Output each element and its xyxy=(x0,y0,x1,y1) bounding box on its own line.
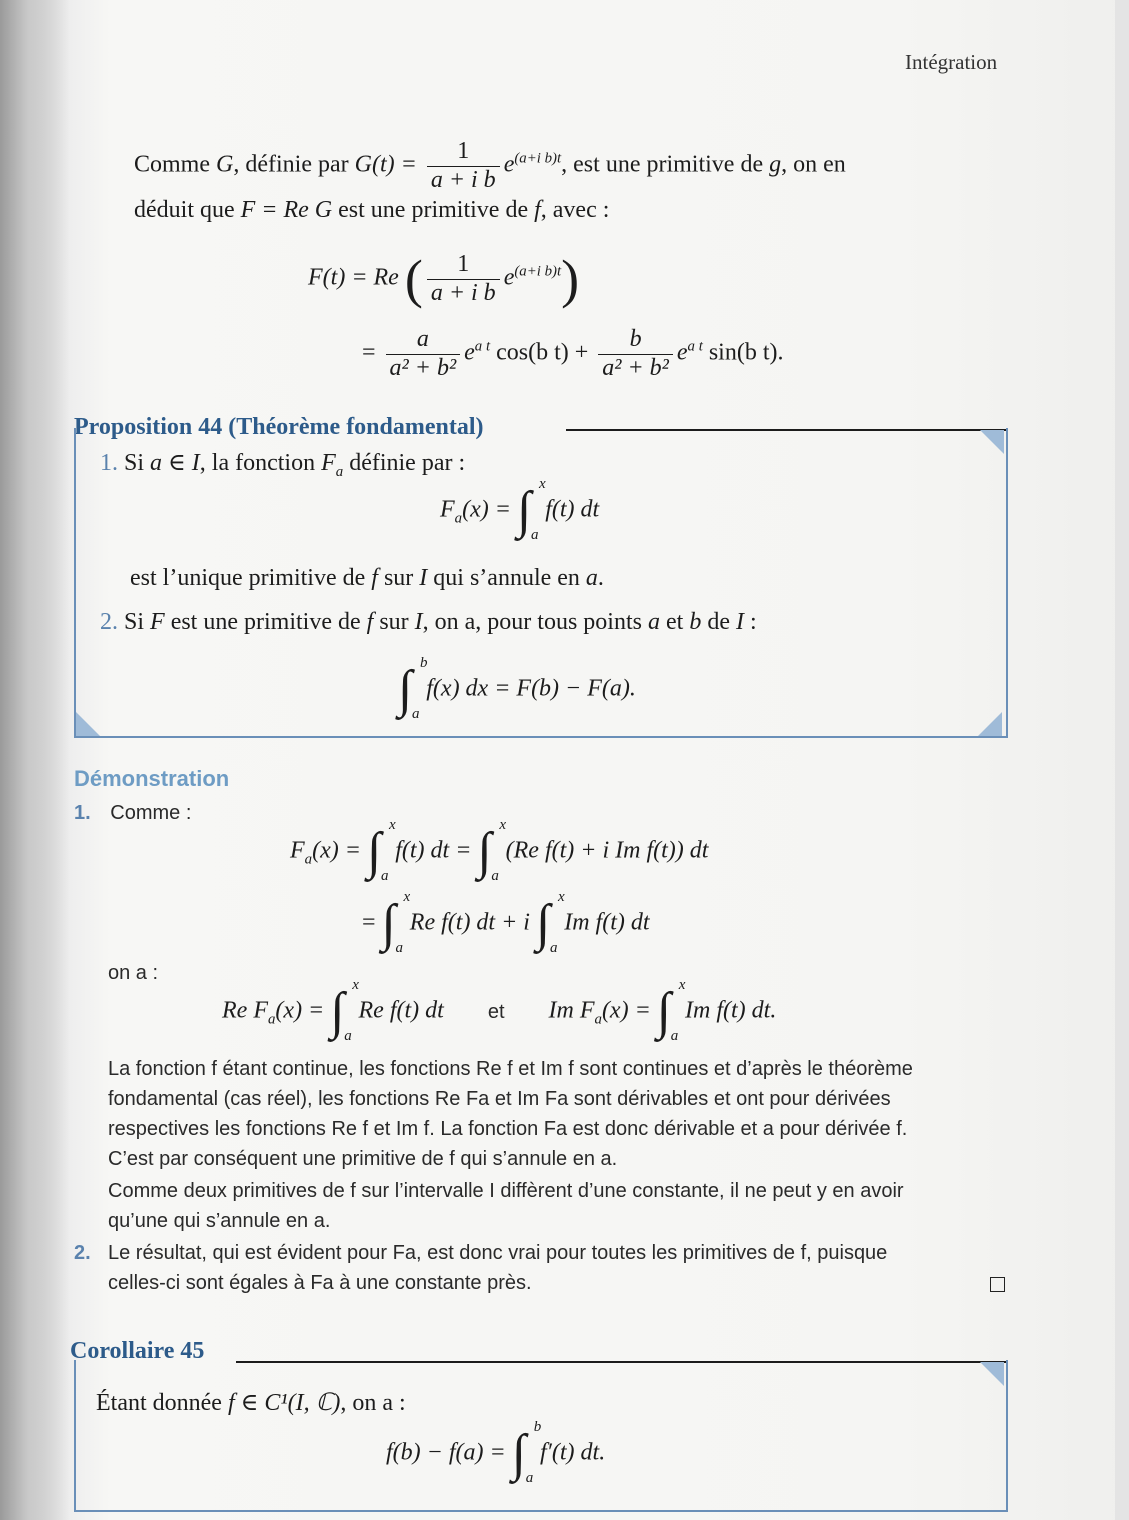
integral-sign: ∫ x a xyxy=(516,476,546,543)
demo-item-2-number xyxy=(74,1242,91,1265)
prop-text: . xyxy=(597,565,604,591)
integrand: Im f(t) dt xyxy=(564,909,650,936)
frac-num: b xyxy=(598,326,673,355)
math-a: a xyxy=(585,565,598,591)
running-head: Intégration xyxy=(905,50,998,74)
demonstration-title: Démonstration xyxy=(74,766,230,791)
int-upper: x xyxy=(499,817,507,833)
frac-den: a² + b² xyxy=(389,354,457,381)
item-number: 2. xyxy=(100,609,118,635)
math-G: G xyxy=(216,151,234,178)
demo-item-2-line: Le résultat, qui est évident pour Fa, est donc vrai pour toutes les primitives de f, puisque xyxy=(108,1242,888,1264)
math: a ∈ I xyxy=(150,450,200,476)
demo-item-2-line: celles-ci sont égales à Fa à une constante près. xyxy=(108,1272,532,1294)
demo-para-line: La fonction f étant continue, les fonctions Re f et Im f sont continues et d’après le théorème xyxy=(108,1058,913,1080)
intro-text: , on en xyxy=(781,151,846,178)
left-paren: ( xyxy=(404,249,423,309)
int-lower: a xyxy=(549,940,558,956)
corollary-text-part: , on a : xyxy=(340,1390,406,1416)
int-upper: b xyxy=(533,1419,542,1435)
intro-line-1 xyxy=(134,138,846,194)
frac-den: a + i b xyxy=(430,279,496,306)
subscript: a xyxy=(267,1011,276,1028)
integrand: (Re f(t) + i Im f(t)) dt xyxy=(505,837,709,864)
prop-equation-Fa xyxy=(440,476,600,543)
frac-den: a² + b² xyxy=(602,354,669,381)
integrand: f(t) dt = xyxy=(395,837,472,864)
demo-text: Comme : xyxy=(110,802,192,824)
exp-base: e xyxy=(503,264,515,291)
demo-para-line: Comme deux primitives de f sur l’intervalle I diffèrent d’une constante, il ne peut y en avoir xyxy=(108,1180,904,1202)
math-F-eq: F = Re G xyxy=(240,197,333,223)
equals: = xyxy=(362,339,376,366)
prop-item-1-cont: est l’unique primitive de f sur I qui s’annule en a. xyxy=(130,565,604,591)
integral-sign: ∫ x a xyxy=(330,977,359,1044)
intro-text: déduit que xyxy=(134,197,241,223)
prop-text: : xyxy=(743,609,757,635)
subscript: a xyxy=(304,851,313,868)
book-spine-shadow xyxy=(0,0,70,1520)
frame-corner-top xyxy=(980,430,1004,454)
on-a-label: on a : xyxy=(108,962,159,984)
eq-term: cos(b t) + xyxy=(496,339,589,366)
int-lower: a xyxy=(344,1028,352,1044)
int-upper: b xyxy=(420,655,428,671)
conjunction-et: et xyxy=(487,1000,505,1023)
eq-term: sin(b t). xyxy=(708,339,784,366)
prop-text: sur xyxy=(373,609,415,635)
math-f: f xyxy=(366,609,374,635)
intro-text: Comme xyxy=(134,151,216,178)
integrand: Re f(t) dt xyxy=(358,997,444,1024)
frac-num: a xyxy=(386,326,461,355)
prop-item-1 xyxy=(100,448,465,481)
int-upper: x xyxy=(403,889,411,905)
prop-item-2: 2. Si F est une primitive de f sur I, on a, pour tous points a et b de I : xyxy=(100,609,757,635)
prop-text: , on a, pour tous points xyxy=(422,609,648,635)
math-f: f xyxy=(534,197,541,223)
int-upper: x xyxy=(678,977,686,993)
demo-para-line: qu’une qui s’annule en a. xyxy=(108,1210,331,1232)
demo-para-line: respectives les fonctions Re f et Im f. La fonction Fa est donc dérivable et a pour dérivée f. xyxy=(108,1118,908,1140)
math-a: a xyxy=(647,609,660,635)
math: (x) = xyxy=(312,837,361,864)
integral-sign: ∫ b a xyxy=(511,1419,542,1486)
math-F: F xyxy=(321,450,336,476)
page-edge xyxy=(1115,0,1129,1520)
intro-text: , avec : xyxy=(540,197,610,223)
int-lower: a xyxy=(525,1470,534,1486)
integral-sign: ∫ x a xyxy=(381,889,411,956)
math-F: F xyxy=(290,837,305,864)
math: Im F xyxy=(548,997,595,1024)
math: (x) = xyxy=(601,997,651,1024)
integrand: f(x) dx = F(b) − F(a). xyxy=(426,675,636,702)
eq-lhs: F(t) = Re xyxy=(308,264,399,291)
integrand: Im f(t) dt. xyxy=(685,997,777,1024)
int-lower: a xyxy=(412,706,420,722)
int-upper: x xyxy=(538,476,546,492)
math-b: b xyxy=(689,609,702,635)
integral-sign: ∫ x a xyxy=(535,889,565,956)
integrand: f(t) dt xyxy=(545,496,600,523)
int-lower: a xyxy=(670,1028,679,1044)
int-upper: x xyxy=(388,817,396,833)
frac-num: 1 xyxy=(427,251,500,280)
qed-square-icon xyxy=(990,1277,1005,1297)
int-lower: a xyxy=(395,940,404,956)
int-upper: x xyxy=(557,889,565,905)
subscript: a xyxy=(335,463,344,480)
math-Gt: G(t) = xyxy=(354,151,423,178)
math: (x) = xyxy=(275,997,325,1024)
demo-item-1 xyxy=(74,802,191,825)
fraction xyxy=(598,326,673,382)
math-F: F xyxy=(440,496,455,523)
frac-num: 1 xyxy=(427,138,500,167)
prop-text: et xyxy=(659,609,690,635)
integrand: Re f(t) dt + i xyxy=(409,909,530,936)
exp-base: e xyxy=(464,339,475,366)
frame-corner-bottom-left xyxy=(76,712,100,736)
intro-text: , définie par xyxy=(233,151,355,178)
prop-text: Si xyxy=(124,450,151,476)
prop-text: Si xyxy=(124,609,151,635)
integrand: f′(t) dt. xyxy=(539,1439,606,1466)
corollary-equation xyxy=(386,1419,606,1486)
integral-sign: ∫ x a xyxy=(477,817,507,884)
equation-F-line1 xyxy=(308,248,579,310)
prop-text: qui s’annule en xyxy=(427,565,586,591)
prop-text: de xyxy=(701,609,736,635)
fraction xyxy=(386,326,461,382)
subscript: a xyxy=(594,1011,602,1028)
fraction xyxy=(427,251,500,307)
demo-equation-A xyxy=(290,817,709,884)
int-lower: a xyxy=(380,868,389,884)
integral-sign: ∫ x a xyxy=(366,817,396,884)
exp-base: e xyxy=(676,339,688,366)
int-upper: x xyxy=(352,977,359,993)
item-number: 1. xyxy=(74,802,91,824)
math-g: g xyxy=(769,151,782,178)
equation-F-line2 xyxy=(362,326,784,382)
item-number: 1. xyxy=(100,450,118,476)
prop-text: définie par : xyxy=(343,450,466,476)
intro-line-2 xyxy=(134,197,609,224)
frame-corner-bottom-right xyxy=(978,712,1002,736)
exponent: a t xyxy=(687,338,703,355)
math: Re F xyxy=(222,997,268,1024)
math-F: F xyxy=(150,609,165,635)
subscript: a xyxy=(454,510,463,527)
integral-sign: ∫ b a xyxy=(398,655,428,722)
frac-den: a + i b xyxy=(430,166,496,193)
corollary-title: Corollaire 45 xyxy=(70,1338,205,1364)
prop-text: est l’unique primitive de xyxy=(130,565,372,591)
equals: = xyxy=(362,909,376,936)
proposition-title: Proposition 44 (Théorème fondamental) xyxy=(74,414,484,440)
prop-text: sur xyxy=(377,565,420,591)
math-f: f xyxy=(371,565,378,591)
exponent: (a+i b)t xyxy=(514,150,562,167)
demo-para-line: C’est par conséquent une primitive de f qui s’annule en a. xyxy=(108,1148,618,1170)
corollary-text-part: Étant donnée xyxy=(96,1390,228,1416)
math: f(b) − f(a) = xyxy=(386,1439,506,1466)
intro-text: , est une primitive de xyxy=(561,151,770,178)
int-lower: a xyxy=(530,527,539,543)
exponent: (a+i b)t xyxy=(514,263,562,280)
demo-equation-C xyxy=(222,977,777,1044)
demo-para-line: fondamental (cas réel), les fonctions Re Fa et Im Fa sont dérivables et ont pour dérivées xyxy=(108,1088,891,1110)
exponent: a t xyxy=(474,338,491,355)
prop-text: est une primitive de xyxy=(164,609,367,635)
frame-corner-top xyxy=(980,1362,1004,1386)
item-number: 2. xyxy=(74,1242,91,1264)
math: (x) = xyxy=(462,496,511,523)
right-paren: ) xyxy=(561,249,580,309)
corollary-text xyxy=(96,1388,406,1417)
prop-text: , la fonction xyxy=(199,450,322,476)
prop-equation-2 xyxy=(398,655,636,722)
int-lower: a xyxy=(491,868,499,884)
fraction xyxy=(427,138,500,194)
intro-text: est une primitive de xyxy=(332,197,535,223)
math: f ∈ C¹(I, ℂ) xyxy=(227,1390,341,1416)
integral-sign: ∫ x a xyxy=(656,977,686,1044)
exp-base: e xyxy=(503,151,515,178)
demo-equation-B xyxy=(362,889,650,956)
